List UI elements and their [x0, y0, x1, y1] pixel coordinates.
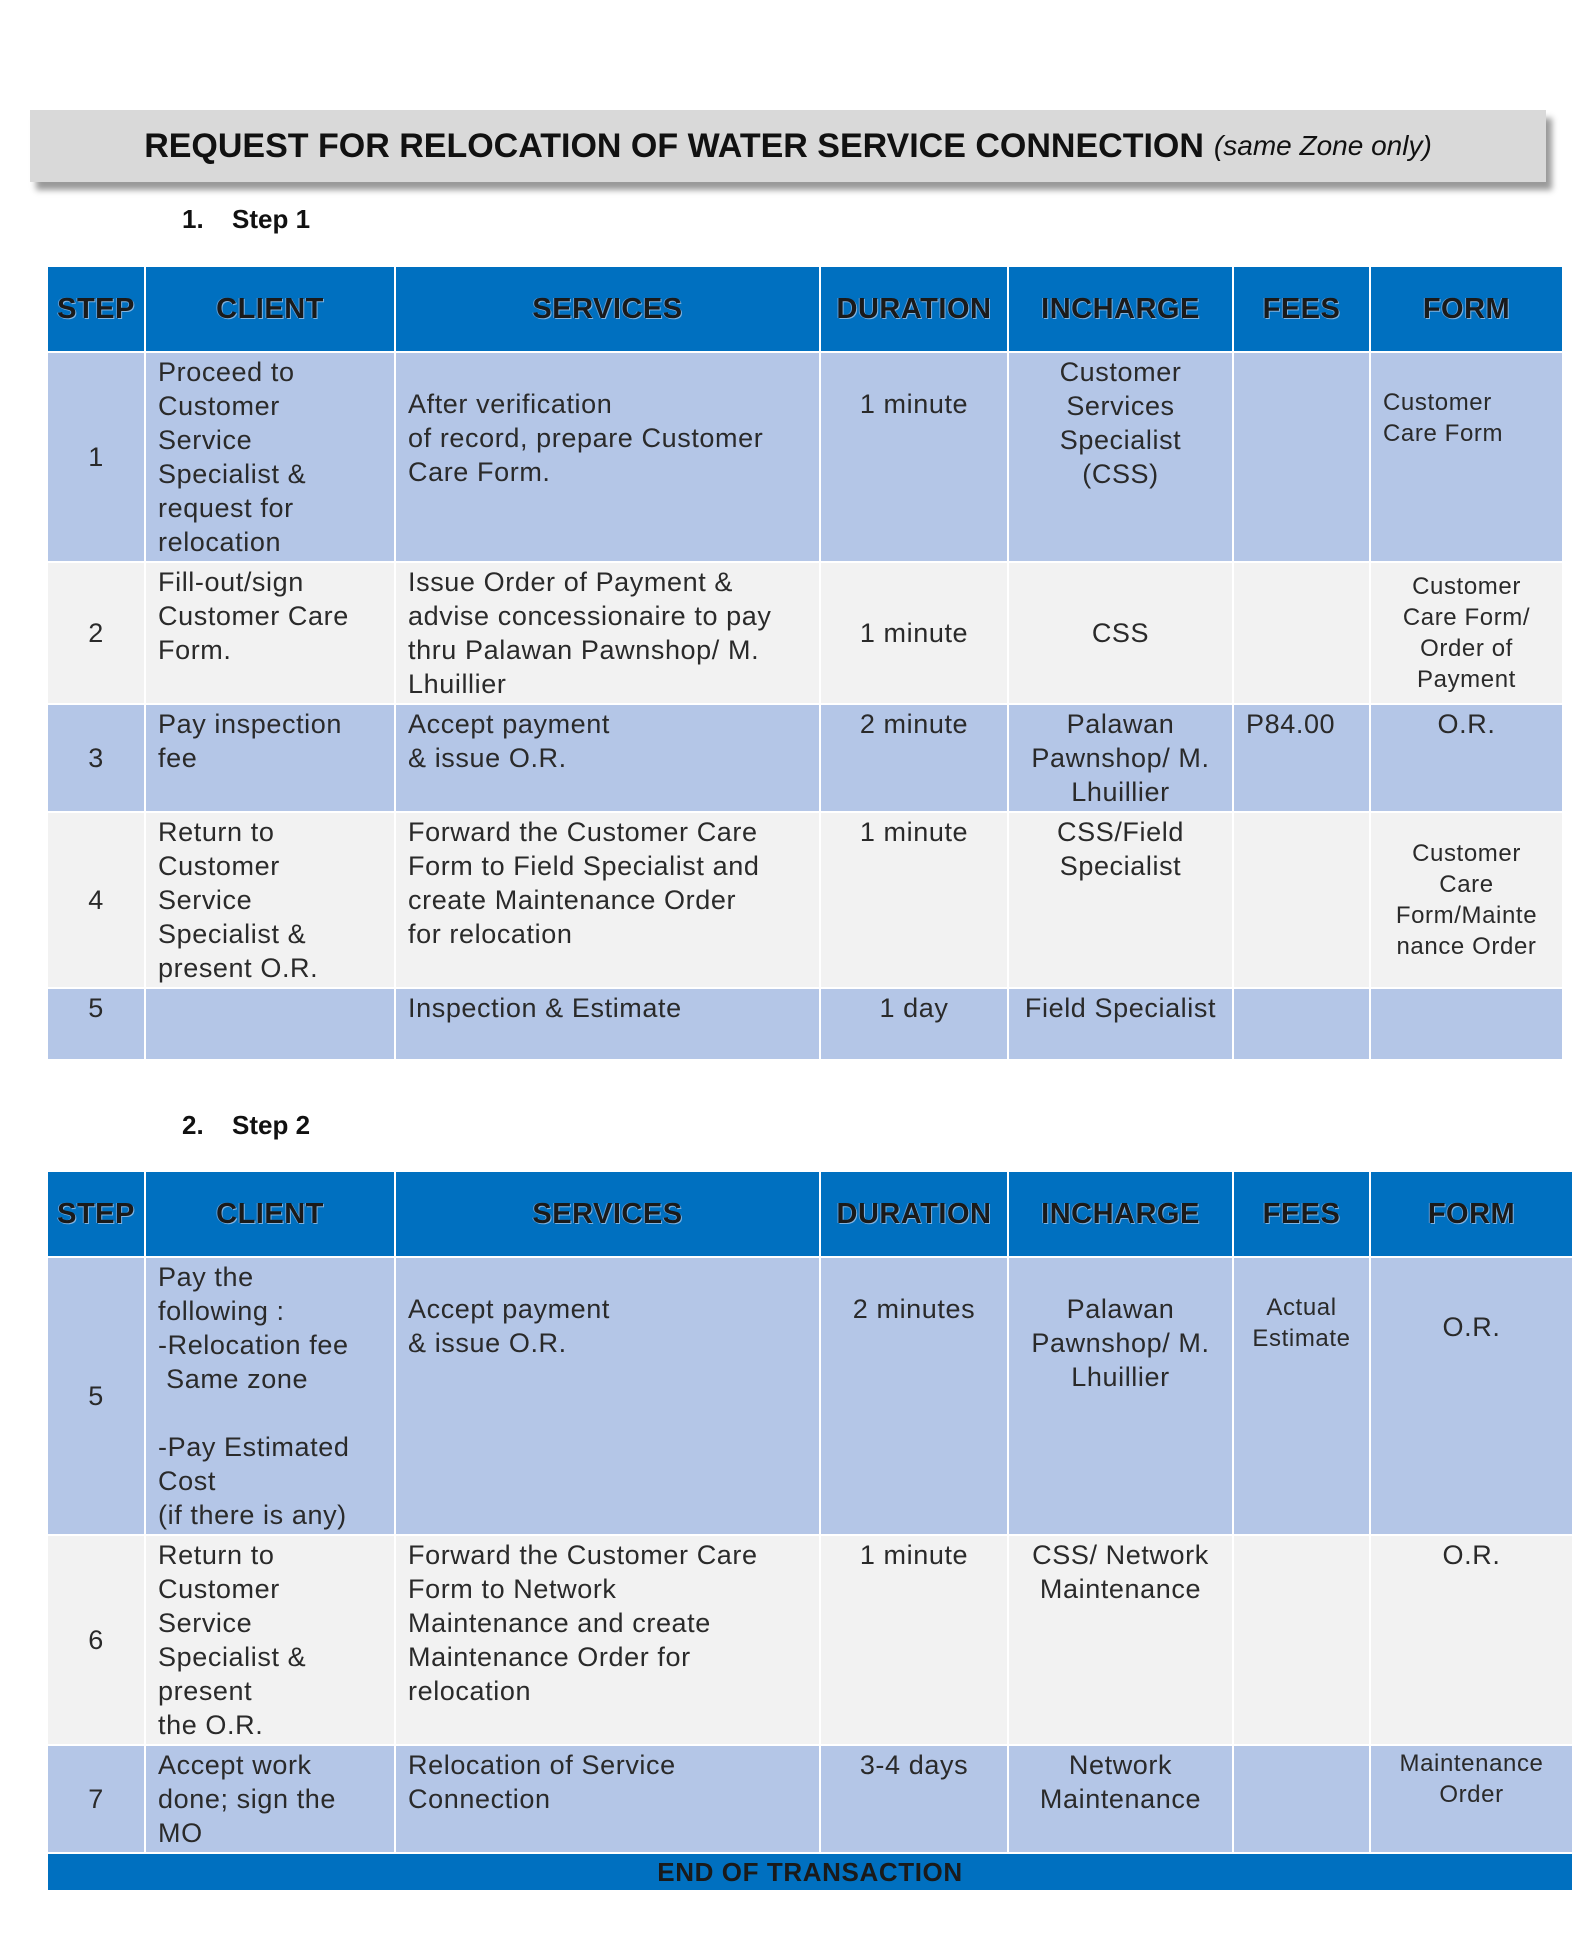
cell-step: 6: [47, 1535, 145, 1745]
header-fees: FEES: [1233, 266, 1370, 352]
table-row: [47, 988, 1563, 1060]
cell-fees: Actual Estimate: [1233, 1257, 1370, 1535]
cell-duration: 1 minute: [820, 1535, 1008, 1745]
cell-incharge: CSS/Field Specialist: [1008, 812, 1233, 988]
cell-step: 3: [47, 704, 145, 812]
header-incharge: INCHARGE: [1008, 266, 1233, 352]
cell-services: Forward the Customer Care Form to Network Maintenance and create Maintenance Order for relocation: [395, 1535, 820, 1745]
header-fees: FEES: [1233, 1171, 1370, 1257]
header-services: SERVICES: [395, 266, 820, 352]
cell-client: Return to Customer Service Specialist & present O.R.: [145, 812, 395, 988]
table-row: [47, 562, 1563, 704]
section-1-label: Step 1: [232, 204, 311, 234]
section-1-heading: [182, 204, 310, 235]
cell-duration: 1 day: [820, 988, 1008, 1060]
cell-client: Fill-out/sign Customer Care Form.: [145, 562, 395, 704]
header-services: SERVICES: [395, 1171, 820, 1257]
cell-client: Return to Customer Service Specialist & present the O.R.: [145, 1535, 395, 1745]
step-1-table: [46, 265, 1564, 1061]
section-2-heading: [182, 1110, 310, 1141]
cell-client: Accept work done; sign the MO: [145, 1745, 395, 1853]
cell-step: 2: [47, 562, 145, 704]
header-step: STEP: [47, 1171, 145, 1257]
table-row: [47, 1535, 1573, 1745]
cell-step: 1: [47, 352, 145, 562]
cell-fees: [1233, 562, 1370, 704]
cell-client: [145, 988, 395, 1060]
cell-form: [1370, 988, 1563, 1060]
document-title-banner: [30, 110, 1546, 182]
table-header-row: [47, 266, 1563, 352]
cell-client: Pay inspection fee: [145, 704, 395, 812]
cell-form: O.R.: [1370, 1257, 1573, 1535]
cell-fees: [1233, 812, 1370, 988]
header-client: CLIENT: [145, 1171, 395, 1257]
cell-step: 5: [47, 988, 145, 1060]
cell-incharge: CSS: [1008, 562, 1233, 704]
cell-fees: [1233, 1535, 1370, 1745]
cell-services: Forward the Customer Care Form to Field Specialist and create Maintenance Order for relocation: [395, 812, 820, 988]
header-duration: DURATION: [820, 1171, 1008, 1257]
cell-fees: P84.00: [1233, 704, 1370, 812]
cell-incharge: Palawan Pawnshop/ M. Lhuillier: [1008, 704, 1233, 812]
document-title: REQUEST FOR RELOCATION OF WATER SERVICE CONNECTION: [144, 126, 1204, 165]
cell-client: Pay the following : -Relocation fee Same zone -Pay Estimated Cost (if there is any): [145, 1257, 395, 1535]
table-row: [47, 352, 1563, 562]
cell-form: O.R.: [1370, 704, 1563, 812]
end-of-transaction-label: END OF TRANSACTION: [47, 1853, 1573, 1891]
table-row: [47, 1257, 1573, 1535]
cell-duration: 3-4 days: [820, 1745, 1008, 1853]
cell-services: Inspection & Estimate: [395, 988, 820, 1060]
cell-services: Accept payment & issue O.R.: [395, 1257, 820, 1535]
cell-fees: [1233, 988, 1370, 1060]
cell-duration: 1 minute: [820, 352, 1008, 562]
cell-duration: 2 minutes: [820, 1257, 1008, 1535]
table-header-row: [47, 1171, 1573, 1257]
section-1-number: 1.: [182, 204, 204, 234]
cell-form: Customer Care Form/ Order of Payment: [1370, 562, 1563, 704]
cell-form: Maintenance Order: [1370, 1745, 1573, 1853]
cell-form: Customer Care Form/Mainte nance Order: [1370, 812, 1563, 988]
header-form: FORM: [1370, 1171, 1573, 1257]
cell-services: Accept payment & issue O.R.: [395, 704, 820, 812]
cell-services: After verification of record, prepare Customer Care Form.: [395, 352, 820, 562]
header-duration: DURATION: [820, 266, 1008, 352]
cell-step: 4: [47, 812, 145, 988]
table-row: [47, 704, 1563, 812]
cell-incharge: Palawan Pawnshop/ M. Lhuillier: [1008, 1257, 1233, 1535]
end-of-transaction-row: [47, 1853, 1573, 1891]
cell-form: Customer Care Form: [1370, 352, 1563, 562]
cell-services: Relocation of Service Connection: [395, 1745, 820, 1853]
document-title-note: (same Zone only): [1213, 130, 1432, 161]
header-step: STEP: [47, 266, 145, 352]
table-row: [47, 1745, 1573, 1853]
step-2-table: [46, 1170, 1574, 1892]
cell-incharge: Field Specialist: [1008, 988, 1233, 1060]
cell-incharge: CSS/ Network Maintenance: [1008, 1535, 1233, 1745]
cell-fees: [1233, 352, 1370, 562]
cell-fees: [1233, 1745, 1370, 1853]
cell-step: 7: [47, 1745, 145, 1853]
header-client: CLIENT: [145, 266, 395, 352]
cell-step: 5: [47, 1257, 145, 1535]
cell-client: Proceed to Customer Service Specialist & request for relocation: [145, 352, 395, 562]
header-form: FORM: [1370, 266, 1563, 352]
cell-services: Issue Order of Payment & advise concessionaire to pay thru Palawan Pawnshop/ M. Lhuillier: [395, 562, 820, 704]
cell-duration: 1 minute: [820, 812, 1008, 988]
cell-duration: 1 minute: [820, 562, 1008, 704]
header-incharge: INCHARGE: [1008, 1171, 1233, 1257]
cell-form: O.R.: [1370, 1535, 1573, 1745]
section-2-label: Step 2: [232, 1110, 311, 1140]
cell-incharge: Customer Services Specialist (CSS): [1008, 352, 1233, 562]
cell-duration: 2 minute: [820, 704, 1008, 812]
table-row: [47, 812, 1563, 988]
section-2-number: 2.: [182, 1110, 204, 1140]
cell-incharge: Network Maintenance: [1008, 1745, 1233, 1853]
